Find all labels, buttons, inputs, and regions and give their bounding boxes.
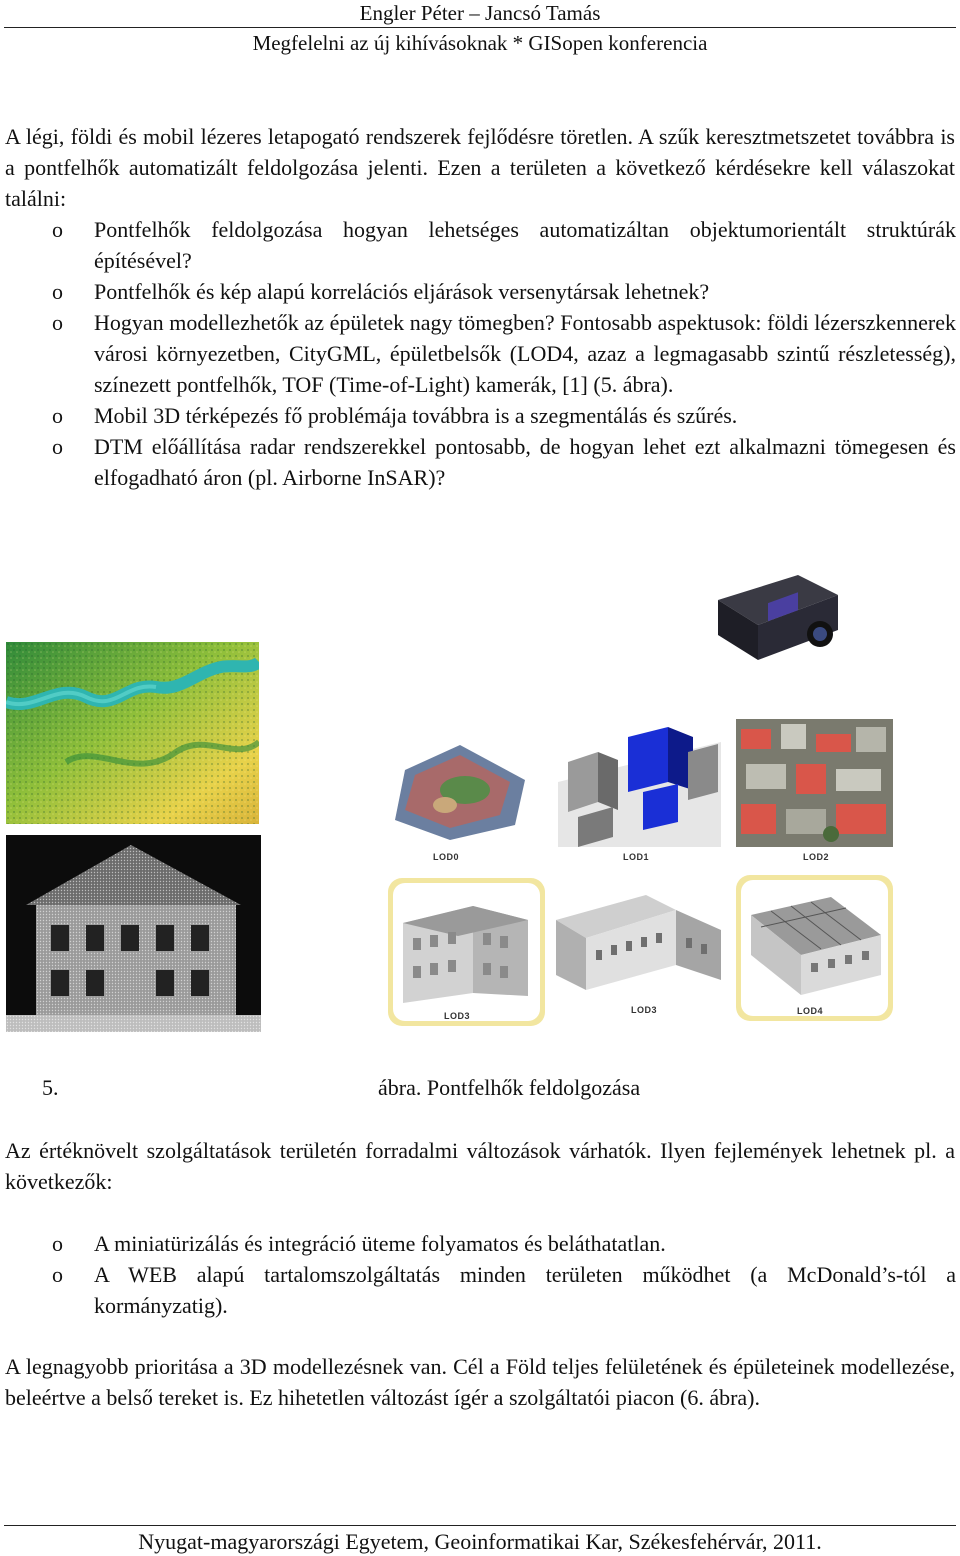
lod-label: LOD3 [444, 1011, 471, 1021]
list-item [0, 400, 956, 431]
questions-list [0, 214, 960, 493]
bullet: o [52, 1262, 63, 1287]
building-pointcloud-image [6, 835, 261, 1032]
list-item-text: Pontfelhők feldolgozása hogyan lehetséges automatizáltan objektumorientált struktúrák építésével? [94, 217, 956, 273]
list-item-text: DTM előállítása radar rendszerekkel pontosabb, de hogyan lehet ezt alkalmazni tömegesen és elfogadható áron (pl. Airborne InSAR)? [94, 434, 956, 490]
header-conference: Megfelelni az új kihívásoknak * GISopen konferencia [252, 31, 708, 55]
bullet: o [52, 279, 63, 304]
list-item [0, 214, 956, 276]
lod2-city-image [736, 719, 893, 847]
list-item-text: A miniatürizálás és integráció üteme folyamatos és beláthatatlan. [94, 1231, 666, 1256]
bullet: o [52, 310, 63, 335]
header-authors: Engler Péter – Jancsó Tamás [359, 1, 601, 25]
bullet: o [52, 217, 63, 242]
closing-paragraph: A legnagyobb prioritása a 3D modellezésnek van. Cél a Föld teljes felületének és épületeinek modellezése, beleértve a belső tereket is. Ez hihetetlen változást ígér a szolgáltatói piacon (6. ábra). [5, 1354, 955, 1410]
terrain-dtm-image [6, 642, 259, 824]
list-item-text: Mobil 3D térképezés fő problémája továbbra is a szegmentálás és szűrés. [94, 403, 738, 428]
list-item [0, 431, 956, 493]
list-item-text: Hogyan modellezhetők az épületek nagy tömegben? Fontosabb aspektusok: földi lézerszkennerek városi környezetben, CityGML, épületbelsők (LOD4, azaz a legmagasabb szintű részletesség), színezett pontfelhők, TOF (Time-of-Light) kamerák, [1] (5. ábra). [94, 310, 956, 397]
lod-label: LOD4 [797, 1006, 824, 1016]
lod1-blocks-image [558, 722, 721, 847]
lod4-interior-frame [736, 875, 893, 1021]
list-item-text: A WEB alapú tartalomszolgáltatás minden területen működhet (a McDonald’s-tól a kormányzatig). [94, 1262, 956, 1318]
lod-label: LOD1 [623, 852, 650, 862]
footer-rule [4, 1525, 956, 1526]
header-rule [4, 27, 956, 28]
figure-caption-text: ábra. Pontfelhők feldolgozása [378, 1075, 641, 1100]
lod-label: LOD3 [631, 1005, 658, 1015]
list-item [0, 1259, 956, 1321]
lod-label: LOD2 [803, 852, 830, 862]
bullet: o [52, 1231, 63, 1256]
services-list [0, 1228, 960, 1321]
lod3-building-frame [388, 878, 545, 1026]
lod3-complex-image [556, 890, 726, 1000]
bullet: o [52, 434, 63, 459]
list-item [0, 1228, 956, 1259]
list-item-text: Pontfelhők és kép alapú korrelációs eljárások versenytársak lehetnek? [94, 279, 710, 304]
lod0-terrain-image [390, 740, 528, 845]
intro-paragraph: A légi, földi és mobil lézeres letapogató rendszerek fejlődésre töretlen. A szűk keresztmetszetet továbbra is a pontfelhők automatizált feldolgozása jelenti. Ezen a területen a következő kérdésekre kell válaszokat találni: [5, 124, 955, 211]
services-paragraph: Az értéknövelt szolgáltatások területén forradalmi változások várhatók. Ilyen fejlemények lehetnek pl. a következők: [5, 1138, 955, 1194]
figure-caption-number: 5. [42, 1075, 59, 1100]
list-item [0, 307, 956, 400]
lod-label: LOD0 [433, 852, 460, 862]
bullet: o [52, 403, 63, 428]
tof-camera-image [708, 570, 843, 662]
footer-text: Nyugat-magyarországi Egyetem, Geoinformatikai Kar, Székesfehérvár, 2011. [138, 1529, 822, 1554]
list-item [0, 276, 956, 307]
